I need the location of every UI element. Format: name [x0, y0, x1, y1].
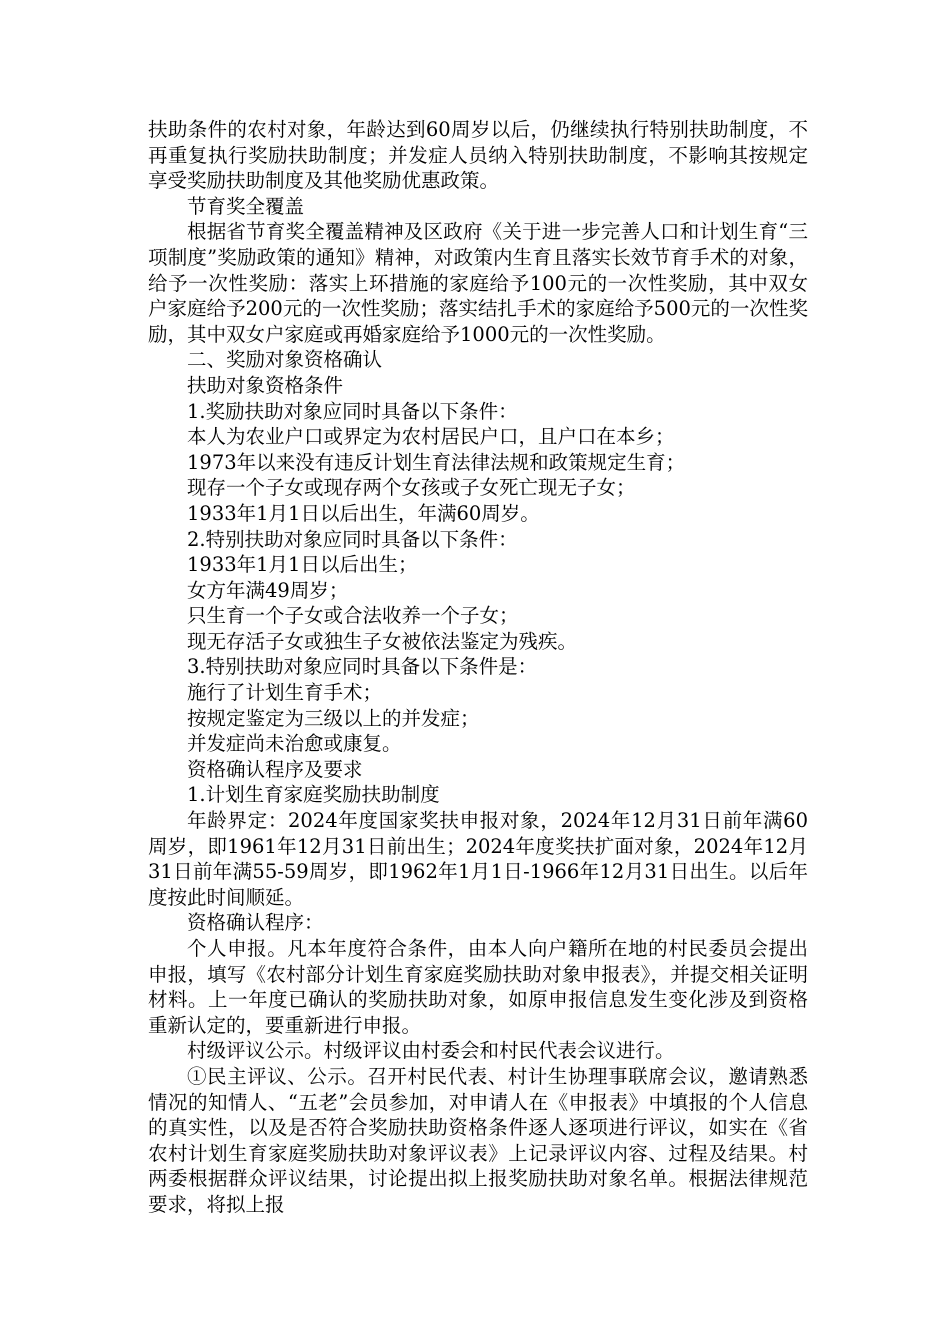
list-item: 1933年1月1日以后出生，年满60周岁。 [187, 501, 540, 525]
heading-section-two: 二、奖励对象资格确认 [187, 348, 383, 372]
document-body [148, 117, 808, 1218]
list-item: 现无存活子女或独生子女被依法鉴定为残疾。 [187, 629, 578, 653]
list-item: 只生育一个子女或合法收养一个子女； [187, 604, 519, 628]
list-item: 按规定鉴定为三级以上的并发症； [187, 706, 480, 730]
paragraph-personal-application: 个人申报。凡本年度符合条件，由本人向户籍所在地的村民委员会提出申报，填写《农村部分计划生育家庭奖励扶助对象申报表》，并提交相关证明材料。上一年度已确认的奖励扶助对象，如原申报信息发生变化涉及到资格重新认定的，要重新进行申报。 [148, 937, 808, 1037]
heading-confirmation-procedure: 资格确认程序及要求 [187, 757, 363, 781]
paragraph-continued-special-assistance: 扶助条件的农村对象，年龄达到60周岁以后，仍继续执行特别扶助制度，不再重复执行奖励扶助制度；并发症人员纳入特别扶助制度，不影响其按规定享受奖励扶助制度及其他奖励优惠政策。 [148, 118, 808, 193]
list-item: 女方年满49周岁； [187, 578, 349, 602]
list-item: 1973年以来没有违反计划生育法律法规和政策规定生育； [187, 450, 686, 474]
heading-confirmation-steps: 资格确认程序： [187, 911, 324, 935]
list-item: 现存一个子女或现存两个女孩或子女死亡现无子女； [187, 476, 636, 500]
heading-sterilization-reward: 节育奖全覆盖 [187, 194, 305, 218]
heading-eligibility-conditions: 扶助对象资格条件 [187, 373, 344, 397]
paragraph-age-definition: 年龄界定：2024年度国家奖扶申报对象，2024年12月31日前年满60周岁，即1961年12月31日前出生；2024年度奖扶扩面对象，2024年12月31日前年满55-59周岁，即1962年1月1日-1966年12月31日出生。以后年度按此时间顺延。 [148, 809, 808, 909]
list-item: 并发症尚未治愈或康复。 [187, 732, 402, 756]
list-heading-complication-conditions: 3.特别扶助对象应同时具备以下条件是： [187, 655, 538, 679]
list-heading-special-conditions: 2.特别扶助对象应同时具备以下条件： [187, 527, 518, 551]
list-item: 施行了计划生育手术； [187, 681, 383, 705]
heading-family-reward-system: 1.计划生育家庭奖励扶助制度 [187, 783, 440, 807]
list-heading-reward-conditions: 1.奖励扶助对象应同时具备以下条件： [187, 399, 518, 423]
paragraph-village-review: 村级评议公示。村级评议由村委会和村民代表会议进行。 [187, 1039, 675, 1063]
list-item: 本人为农业户口或界定为农村居民户口，且户口在本乡； [187, 425, 675, 449]
paragraph-sterilization-reward-policy: 根据省节育奖全覆盖精神及区政府《关于进一步完善人口和计划生育“三项制度”奖励政策的通知》精神，对政策内生育且落实长效节育手术的对象，给予一次性奖励：落实上环措施的家庭给予100元的一次性奖励，其中双女户家庭给予200元的一次性奖励；落实结扎手术的家庭给予500元的一次性奖励，其中双女户家庭或再婚家庭给予1000元的一次性奖励。 [148, 220, 808, 346]
paragraph-democratic-review: ①民主评议、公示。召开村民代表、村计生协理事联席会议，邀请熟悉情况的知情人、“五老”会员参加，对申请人在《申报表》中填报的个人信息的真实性，以及是否符合奖励扶助资格条件逐人逐项进行评议，如实在《省农村计划生育家庭奖励扶助对象评议表》上记录评议内容、过程及结果。村两委根据群众评议结果，讨论提出拟上报奖励扶助对象名单。根据法律规范要求，将拟上报 [148, 1064, 808, 1216]
list-item: 1933年1月1日以后出生； [187, 553, 418, 577]
